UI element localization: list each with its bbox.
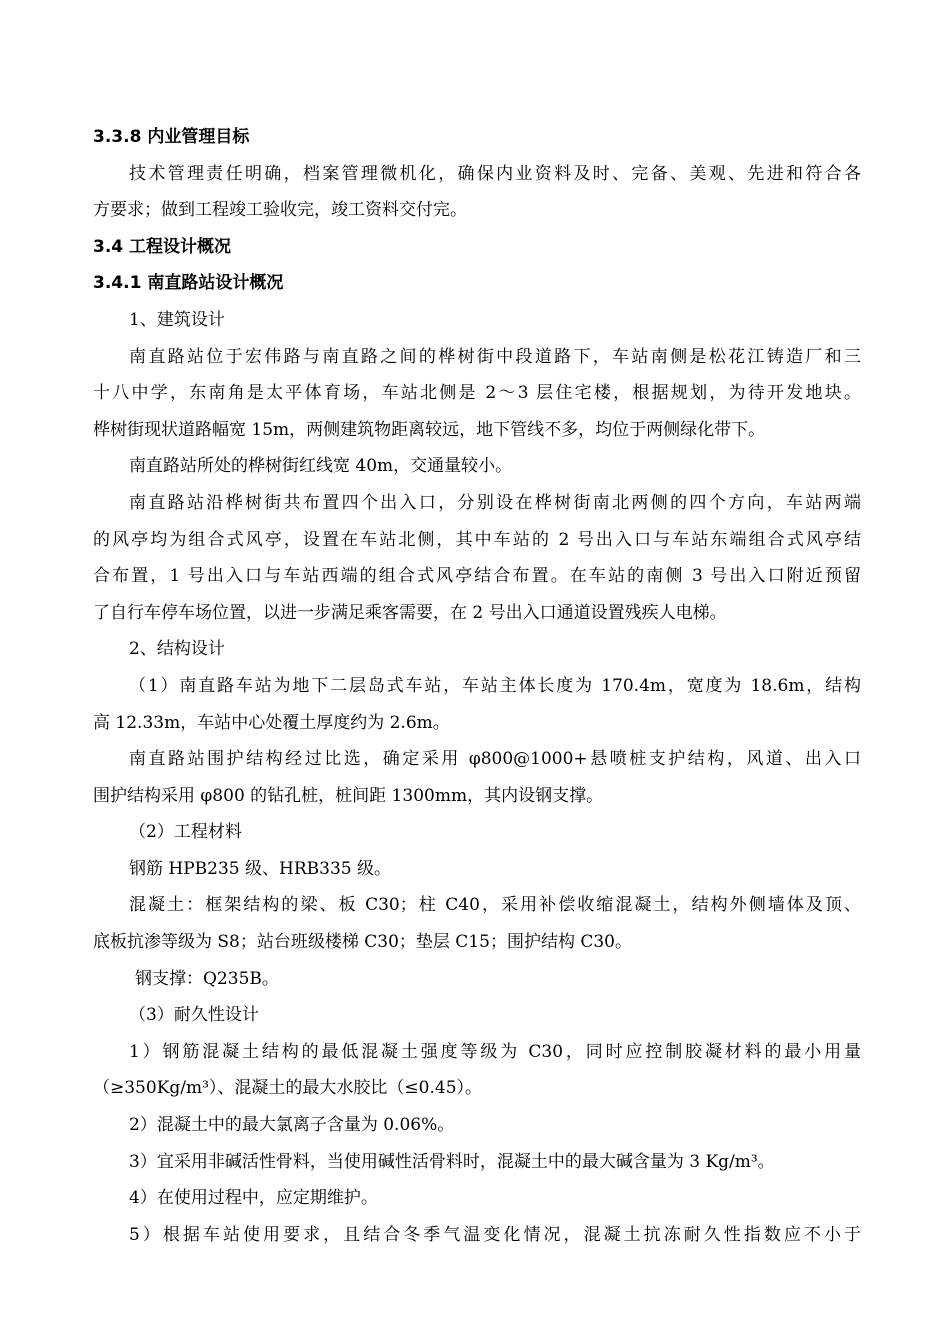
paragraph-line: 3）宜采用非碱活性骨料，当使用碱性活骨料时，混凝土中的最大碱含量为 3 Kg/m³。 <box>129 1151 775 1172</box>
paragraph-line: （1）南直路车站为地下二层岛式车站，车站主体长度为 170.4m，宽度为 18.6m，结构 <box>129 675 861 696</box>
paragraph-line: 5）根据车站使用要求，且结合冬季气温变化情况，混凝土抗冻耐久性指数应不小于 <box>129 1224 861 1245</box>
paragraph-line: 了自行车停车场位置，以进一步满足乘客需要，在 2 号出入口通道设置残疾人电梯。 <box>93 602 727 623</box>
paragraph-line: 围护结构采用 φ800 的钻孔桩，桩间距 1300mm，其内设钢支撑。 <box>93 785 604 806</box>
paragraph-line: 南直路站位于宏伟路与南直路之间的桦树街中段道路下，车站南侧是松花江铸造厂和三 <box>129 346 861 367</box>
subheading-architecture: 1、建筑设计 <box>129 309 225 330</box>
heading-3-3-8: 3.3.8 内业管理目标 <box>93 127 250 147</box>
paragraph-line: 南直路站沿桦树街共布置四个出入口，分别设在桦树街南北两侧的四个方向，车站两端 <box>129 492 861 513</box>
paragraph-line: 南直路站围护结构经过比选，确定采用 φ800@1000+悬喷桩支护结构，风道、出入口 <box>129 749 861 770</box>
paragraph-line: 南直路站所处的桦树街红线宽 40m，交通量较小。 <box>129 456 513 477</box>
paragraph-line: 十八中学，东南角是太平体育场，车站北侧是 2～3 层住宅楼，根据规划，为待开发地块。 <box>93 383 861 404</box>
paragraph-line: 钢筋 HPB235 级、HRB335 级。 <box>129 858 391 879</box>
subheading-materials: （2）工程材料 <box>129 822 242 843</box>
paragraph-line: 钢支撑：Q235B。 <box>135 968 279 989</box>
paragraph-line: （≥350Kg/m³）、混凝土的最大水胶比（≤0.45）。 <box>93 1078 483 1099</box>
subheading-durability: （3）耐久性设计 <box>129 1005 259 1026</box>
paragraph-line: 合布置，1 号出入口与车站西端的组合式风亭结合布置。在车站的南侧 3 号出入口附近预留 <box>93 566 861 587</box>
paragraph-line: 底板抗渗等级为 S8；站台班级楼梯 C30；垫层 C15；围护结构 C30。 <box>93 932 632 953</box>
subheading-structure: 2、结构设计 <box>129 639 225 660</box>
paragraph-line: 混凝土：框架结构的梁、板 C30；柱 C40，采用补偿收缩混凝土，结构外侧墙体及顶、 <box>129 895 861 916</box>
document-page <box>93 119 861 1253</box>
heading-3-4-1: 3.4.1 南直路站设计概况 <box>93 273 284 294</box>
heading-3-4: 3.4 工程设计概况 <box>93 236 232 257</box>
paragraph-line: 2）混凝土中的最大氯离子含量为 0.06%。 <box>129 1115 455 1136</box>
paragraph-line: 的风亭均为组合式风亭，设置在车站北侧，其中车站的 2 号出入口与车站东端组合式风亭结 <box>93 529 861 550</box>
paragraph-line: 技术管理责任明确，档案管理微机化，确保内业资料及时、完备、美观、先进和符合各 <box>129 163 861 184</box>
paragraph-line: 桦树街现状道路幅宽 15m，两侧建筑物距离较远，地下管线不多，均位于两侧绿化带下。 <box>93 419 766 440</box>
paragraph-line: 4）在使用过程中，应定期维护。 <box>129 1188 378 1209</box>
paragraph-line: 1）钢筋混凝土结构的最低混凝土强度等级为 C30，同时应控制胶凝材料的最小用量 <box>129 1041 861 1062</box>
paragraph-line: 方要求；做到工程竣工验收完，竣工资料交付完。 <box>93 200 467 221</box>
paragraph-line: 高 12.33m，车站中心处覆土厚度约为 2.6m。 <box>93 712 450 733</box>
